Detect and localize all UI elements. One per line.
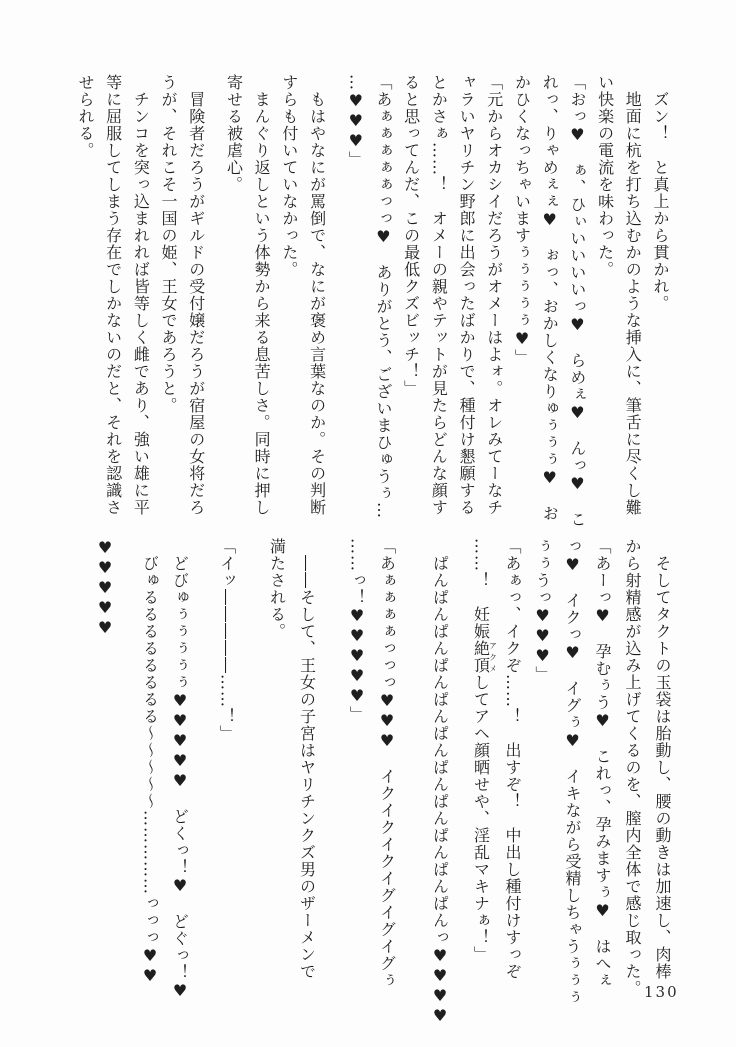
text-line: 「あぁぁぁぁっっっ♥♥♥ イクイクイクイグイグイグぅ [377, 538, 397, 989]
top-text-band [71, 74, 674, 539]
text-line: 冒険者だろうがギルドの受付嬢だろうが宿屋の女将だろ [186, 91, 206, 516]
text-line: い快楽の電流を味わった。 [595, 74, 615, 278]
text-line: チンコを突っ込まれれば皆等しく雌であり、強い雄に平 [131, 91, 151, 516]
text-line: かひくなっちゃいますぅぅぅぅぅ♥」 [512, 74, 532, 366]
text-line: ズン！ と真上から貫かれ。 [651, 91, 670, 312]
text-line: ……！ 妊娠絶頂アクメしてアヘ顔晒せや、淫乱マキナぁ！」 [471, 538, 498, 963]
text-line: から射精感が込み上げてくるのを、膣内全体で感じ取った。 [623, 538, 642, 997]
text-line: ぱんぱんぱんぱんぱんぱんぱんぱんぱんぱんぱんっ♥♥♥♥ [430, 555, 450, 1026]
text-line: ャラいヤリチン野郎に出会ったばかりで、種付け懇願する [457, 74, 477, 516]
text-line: っ♥ イクっ♥ イグぅ♥ イキながら受精しちゃうぅぅぅ [563, 538, 582, 1006]
text-line: もはやなにが罵倒で、なにが褒め言葉なのか。その判断 [307, 91, 327, 516]
text-line: どびゅぅぅぅぅぅ♥♥♥♥♥ どくっ！♥ どぐっ！♥ [170, 555, 190, 1001]
text-line: ――そして、王女の子宮はヤリチンクズ男のザーメンで [297, 555, 317, 980]
text-line: せられる。 [75, 74, 95, 159]
text-line: 「元からオカシイだろうがオメーはよォ。オレみてーなチ [484, 74, 504, 516]
text-line: まんぐり返しという体勢から来る息苦しさ。同時に押し [252, 91, 272, 516]
bottom-text-band [90, 538, 678, 1026]
text-line: 「あぁぁぁぁぁっっ♥ ありがとう、ございまひゅうぅ… [373, 74, 393, 519]
text-line: 「イッ―――――……！」 [217, 538, 237, 742]
text-line: 地面に杭を打ち込むかのような挿入に、筆舌に尽くし難 [623, 91, 643, 516]
text-line: ると思ってんだ、この最低クズビッチ！」 [401, 74, 421, 397]
text-line: ぅぅうっ♥♥♥」 [533, 538, 552, 683]
text-line: びゅるるるるるるるる～～～～～……………っっっ♥♥ [140, 555, 160, 986]
text-line: 「あーっ♥ 孕むぅう♥ これっ、孕みますぅ♥ はへぇ [593, 538, 612, 989]
text-line: とかさぁ……！ オメーの親やテットが見たらどんな顔す [429, 74, 449, 516]
text-line: 「あぁっ、イクぞ……！ 出すぞ！ 中出し種付けすっぞ [503, 538, 522, 980]
page-number: 130 [644, 983, 679, 1001]
text-line: 「おっ♥ ぁ、ひぃいいいいっ♥ らめぇ♥ んっ♥ こ [567, 74, 587, 528]
text-line: 寄せる被虐心。 [224, 74, 244, 193]
text-line: ……っ！♥♥♥♥♥」 [347, 538, 367, 723]
text-line: 満たされる。 [267, 538, 287, 640]
text-line: 等に屈服してしまう存在でしかないのだと、それを認識さ [103, 74, 123, 516]
text-line: うが、それこそ一国の姫、王女であろうと。 [159, 74, 179, 414]
text-line: すらも付いていなかった。 [279, 74, 299, 278]
text-line: そしてタクトの玉袋は胎動し、腰の動きは加速し、肉棒 [653, 555, 672, 980]
text-line: ♥♥♥♥♥ [95, 538, 115, 638]
text-line: …♥♥♥」 [346, 74, 366, 168]
text-line: れっ、りゃめぇぇ♥ ぉっ、おかしくなりゅぅぅぅ♥ お [540, 74, 560, 522]
